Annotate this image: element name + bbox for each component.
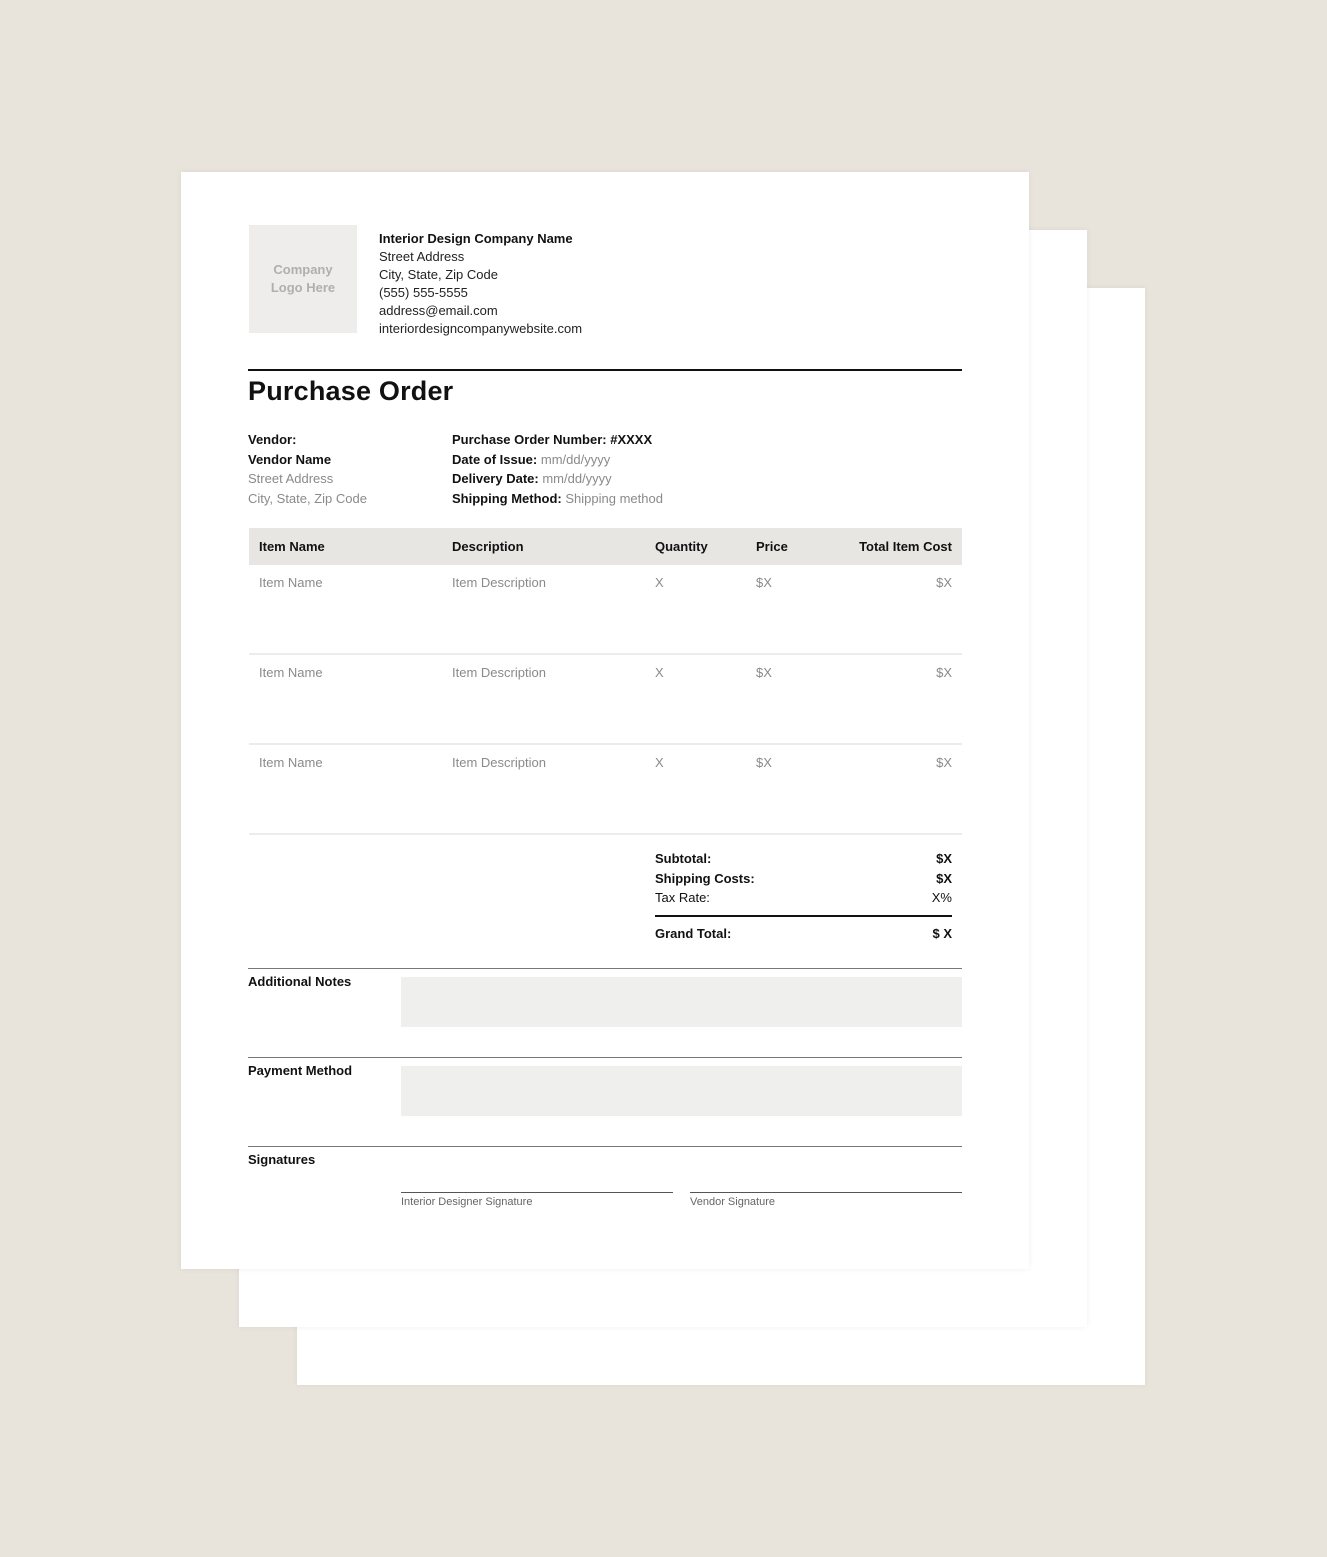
shipping-costs-value: $X [936, 871, 952, 886]
cell-item-name: Item Name [259, 755, 323, 770]
company-email: address@email.com [379, 303, 498, 318]
shipping-costs-row [655, 869, 952, 888]
grand-total-label: Grand Total: [655, 926, 732, 941]
vendor-signature-line[interactable] [690, 1192, 962, 1193]
grand-total-row [655, 924, 952, 943]
cell-quantity: X [655, 665, 664, 680]
cell-total: $X [936, 665, 952, 680]
designer-signature-caption: Interior Designer Signature [401, 1196, 533, 1208]
company-street: Street Address [379, 249, 465, 264]
header-price: Price [756, 539, 788, 554]
vendor-city-state-zip: City, State, Zip Code [248, 490, 367, 506]
cell-description: Item Description [452, 575, 546, 590]
grand-total-value: $ X [932, 926, 952, 941]
cell-item-name: Item Name [259, 665, 323, 680]
additional-notes-box[interactable] [401, 977, 962, 1027]
table-row [249, 655, 962, 745]
purchase-order-sheet [181, 172, 1029, 1269]
cell-item-name: Item Name [259, 575, 323, 590]
shipping-costs-label: Shipping Costs: [655, 871, 755, 886]
table-row [249, 745, 962, 835]
header-divider [248, 369, 962, 371]
date-of-issue-value: mm/dd/yyyy [540, 451, 611, 467]
vendor-name: Vendor Name [248, 451, 332, 467]
company-city-state-zip: City, State, Zip Code [379, 267, 498, 282]
cell-total: $X [936, 755, 952, 770]
signatures-divider [248, 1146, 962, 1147]
payment-divider [248, 1057, 962, 1058]
company-info [379, 230, 582, 338]
vendor-label: Vendor: [248, 432, 297, 447]
delivery-date-label: Delivery Date: [452, 471, 539, 486]
vendor-signature-caption: Vendor Signature [690, 1196, 776, 1208]
company-name: Interior Design Company Name [379, 231, 573, 246]
header-total-item-cost: Total Item Cost [859, 539, 952, 554]
tax-rate-label: Tax Rate: [655, 890, 710, 905]
delivery-date [452, 469, 663, 489]
totals-divider [655, 915, 952, 917]
notes-divider [248, 968, 962, 969]
payment-method-label: Payment Method [248, 1063, 353, 1078]
cell-quantity: X [655, 575, 664, 590]
cell-description: Item Description [452, 755, 546, 770]
signatures-label: Signatures [248, 1152, 316, 1167]
company-phone: (555) 555-5555 [379, 285, 468, 300]
cell-price: $X [756, 665, 772, 680]
tax-rate-value: X% [931, 890, 952, 905]
company-website: interiordesigncompanywebsite.com [379, 321, 583, 336]
additional-notes-label: Additional Notes [248, 974, 352, 989]
vendor-block [248, 430, 367, 508]
designer-signature-line[interactable] [401, 1192, 673, 1193]
subtotal-row [655, 849, 952, 868]
date-of-issue-label: Date of Issue: [452, 451, 538, 467]
vendor-street: Street Address [248, 471, 334, 486]
shipping-method [452, 489, 663, 509]
subtotal-label: Subtotal: [655, 851, 712, 866]
tax-rate-row [655, 888, 952, 907]
subtotal-value: $X [936, 851, 952, 866]
header-item-name: Item Name [259, 539, 325, 554]
page-title: Purchase Order [248, 376, 454, 406]
cell-description: Item Description [452, 665, 546, 680]
cell-quantity: X [655, 755, 664, 770]
delivery-date-value: mm/dd/yyyy [542, 471, 612, 486]
logo-placeholder-line2: Logo Here [270, 280, 336, 295]
shipping-method-label: Shipping Method: [452, 490, 562, 506]
totals-block [655, 849, 952, 949]
table-row [249, 565, 962, 655]
table-header [249, 528, 962, 565]
logo-placeholder-line1: Company [273, 262, 333, 277]
po-number: Purchase Order Number: #XXXX [452, 432, 653, 447]
cell-price: $X [756, 755, 772, 770]
company-logo-placeholder [249, 225, 357, 333]
cell-price: $X [756, 575, 772, 590]
order-details [452, 430, 663, 508]
shipping-method-value: Shipping method [565, 490, 663, 506]
header-description: Description [452, 539, 524, 554]
cell-total: $X [936, 575, 952, 590]
header-quantity: Quantity [655, 539, 708, 554]
payment-method-box[interactable] [401, 1066, 962, 1116]
date-of-issue [452, 450, 663, 470]
